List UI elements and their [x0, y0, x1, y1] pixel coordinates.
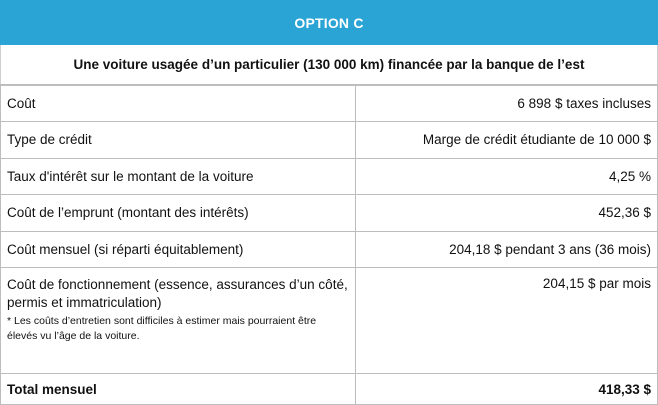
- table-row-credit-type: [1, 122, 658, 159]
- total-label: Total mensuel: [1, 374, 356, 405]
- table-row-interest-rate: [1, 158, 658, 195]
- row-footnote: * Les coûts d’entretien sont difficiles à estimer mais pourraient être élevés vu l’âge de la voiture.: [7, 315, 317, 342]
- table-row-operating-cost: [1, 268, 658, 374]
- cost-table: [0, 84, 658, 405]
- row-label: Type de crédit: [1, 122, 356, 159]
- row-value: Marge de crédit étudiante de 10 000 $: [356, 122, 658, 159]
- row-label-cell: [1, 268, 356, 374]
- row-label: Coût mensuel (si réparti équitablement): [1, 231, 356, 268]
- table-row-monthly-cost: [1, 231, 658, 268]
- row-label: Coût de l’emprunt (montant des intérêts): [1, 195, 356, 232]
- row-label: Coût: [1, 85, 356, 122]
- row-label: Taux d'intérêt sur le montant de la voiture: [1, 158, 356, 195]
- option-title: OPTION C: [294, 14, 364, 31]
- total-value: 418,33 $: [356, 374, 658, 405]
- table-row-borrowing-cost: [1, 195, 658, 232]
- row-value: 452,36 $: [356, 195, 658, 232]
- table-row-cost: [1, 85, 658, 122]
- row-label: Coût de fonctionnement (essence, assurances d’un côté, permis et immatriculation): [7, 277, 348, 310]
- table-row-total: [1, 374, 658, 405]
- row-value: 204,15 $ par mois: [356, 268, 658, 374]
- option-subtitle: Une voiture usagée d’un particulier (130 000 km) financée par la banque de l’est: [0, 45, 658, 84]
- row-value: 4,25 %: [356, 158, 658, 195]
- row-value: 204,18 $ pendant 3 ans (36 mois): [356, 231, 658, 268]
- row-value: 6 898 $ taxes incluses: [356, 85, 658, 122]
- option-header: [0, 0, 658, 45]
